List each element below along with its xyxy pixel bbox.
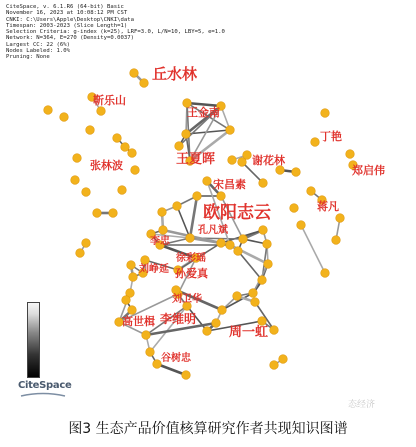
author-label[interactable]: 孙爱真 bbox=[175, 267, 208, 280]
author-node[interactable] bbox=[159, 226, 168, 235]
author-node[interactable] bbox=[264, 260, 273, 269]
author-node[interactable] bbox=[228, 156, 237, 165]
author-node[interactable] bbox=[346, 150, 355, 159]
author-node[interactable] bbox=[217, 239, 226, 248]
author-node[interactable] bbox=[173, 202, 182, 211]
author-node[interactable] bbox=[128, 149, 137, 158]
author-node[interactable] bbox=[321, 269, 330, 278]
author-node[interactable] bbox=[93, 209, 102, 218]
author-label[interactable]: 李忠 bbox=[150, 236, 170, 247]
author-label[interactable]: 宋昌素 bbox=[213, 178, 246, 191]
author-node[interactable] bbox=[175, 142, 184, 151]
author-node[interactable] bbox=[76, 249, 85, 258]
author-label[interactable]: 谢花林 bbox=[252, 154, 285, 167]
author-node[interactable] bbox=[238, 158, 247, 167]
author-node[interactable] bbox=[60, 113, 69, 122]
meta-line: Pruning: None bbox=[6, 54, 50, 61]
author-node[interactable] bbox=[97, 107, 106, 116]
author-node[interactable] bbox=[141, 256, 150, 265]
meta-line: November 16, 2023 at 10:08:12 PM CST bbox=[6, 10, 128, 17]
author-node[interactable] bbox=[226, 241, 235, 250]
meta-line: CNKI: C:\Users\Apple\Desktop\CNKI\data bbox=[6, 16, 134, 23]
author-node[interactable] bbox=[142, 331, 151, 340]
author-label[interactable]: 徐彩瑶 bbox=[176, 253, 206, 264]
author-node[interactable] bbox=[44, 106, 53, 115]
logo-swoosh-icon bbox=[20, 392, 66, 398]
meta-line: Nodes Labeled: 1.0% bbox=[6, 48, 70, 55]
meta-line: Selection Criteria: g-index (k=25), LRF=3.0, L/N=10, LBY=5, e=1.0 bbox=[6, 29, 225, 36]
citespace-logo: CiteSpace bbox=[18, 380, 72, 391]
author-label[interactable]: 郑启伟 bbox=[352, 164, 385, 177]
network-edge bbox=[157, 364, 186, 375]
author-node[interactable] bbox=[212, 319, 221, 328]
author-label[interactable]: 高世楫 bbox=[122, 315, 155, 328]
author-label[interactable]: 蒋凡 bbox=[317, 200, 339, 213]
author-node[interactable] bbox=[82, 239, 91, 248]
author-node[interactable] bbox=[270, 326, 279, 335]
author-node[interactable] bbox=[128, 306, 137, 315]
author-node[interactable] bbox=[332, 236, 341, 245]
author-node[interactable] bbox=[186, 234, 195, 243]
author-node[interactable] bbox=[270, 361, 279, 370]
author-label[interactable]: 王金南 bbox=[187, 106, 220, 119]
author-node[interactable] bbox=[127, 261, 136, 270]
author-node[interactable] bbox=[259, 226, 268, 235]
author-node[interactable] bbox=[82, 188, 91, 197]
author-node[interactable] bbox=[321, 109, 330, 118]
author-node[interactable] bbox=[118, 186, 127, 195]
author-node[interactable] bbox=[292, 168, 301, 177]
author-node[interactable] bbox=[234, 247, 243, 256]
author-label[interactable]: 丁艳 bbox=[320, 130, 342, 143]
author-node[interactable] bbox=[129, 273, 138, 282]
author-label[interactable]: 丘水林 bbox=[152, 65, 198, 83]
author-label[interactable]: 刘卫华 bbox=[172, 294, 202, 305]
author-node[interactable] bbox=[131, 166, 140, 175]
author-label[interactable]: 周一虹 bbox=[229, 325, 269, 340]
author-node[interactable] bbox=[258, 276, 267, 285]
meta-line: Timespan: 2003-2023 (Slice Length=1) bbox=[6, 22, 128, 29]
author-node[interactable] bbox=[263, 240, 272, 249]
author-node[interactable] bbox=[311, 138, 320, 147]
author-node[interactable] bbox=[203, 327, 212, 336]
author-label[interactable]: 刘峥延 bbox=[139, 264, 169, 275]
author-node[interactable] bbox=[203, 177, 212, 186]
author-node[interactable] bbox=[258, 317, 267, 326]
author-node[interactable] bbox=[259, 179, 268, 188]
author-node[interactable] bbox=[193, 192, 202, 201]
author-node[interactable] bbox=[153, 360, 162, 369]
author-node[interactable] bbox=[239, 235, 248, 244]
figure-caption: 图3 生态产品价值核算研究作者共现知识图谱 bbox=[68, 421, 348, 437]
author-node[interactable] bbox=[140, 79, 149, 88]
author-node[interactable] bbox=[290, 204, 299, 213]
timeline-color-legend bbox=[27, 302, 40, 378]
author-label[interactable]: 孔凡斌 bbox=[198, 225, 228, 236]
author-label[interactable]: 欧阳志云 bbox=[203, 203, 271, 223]
author-node[interactable] bbox=[130, 69, 139, 78]
author-label[interactable]: 谷树忠 bbox=[161, 353, 191, 364]
author-node[interactable] bbox=[182, 130, 191, 139]
author-label[interactable]: 靳乐山 bbox=[93, 94, 126, 107]
author-node[interactable] bbox=[113, 134, 122, 143]
author-node[interactable] bbox=[73, 154, 82, 163]
author-label[interactable]: 李维明 bbox=[160, 312, 197, 326]
author-node[interactable] bbox=[279, 355, 288, 364]
author-node[interactable] bbox=[182, 371, 191, 380]
watermark: 态经济 bbox=[348, 400, 376, 410]
author-node[interactable] bbox=[146, 348, 155, 357]
author-node[interactable] bbox=[233, 292, 242, 301]
author-node[interactable] bbox=[251, 298, 260, 307]
author-label[interactable]: 张林波 bbox=[90, 159, 123, 172]
meta-line: Network: N=364, E=270 (Density=0.0037) bbox=[6, 35, 134, 42]
author-node[interactable] bbox=[158, 208, 167, 217]
author-label[interactable]: 王夏晖 bbox=[176, 152, 216, 167]
author-node[interactable] bbox=[172, 286, 181, 295]
author-node[interactable] bbox=[71, 176, 80, 185]
meta-line: CiteSpace, v. 6.1.R6 (64-bit) Basic bbox=[6, 4, 124, 10]
author-node[interactable] bbox=[336, 214, 345, 223]
network-edge bbox=[301, 225, 325, 273]
author-node[interactable] bbox=[109, 209, 118, 218]
author-node[interactable] bbox=[217, 192, 226, 201]
author-node[interactable] bbox=[249, 289, 258, 298]
author-node[interactable] bbox=[297, 221, 306, 230]
meta-line: Largest CC: 22 (6%) bbox=[6, 41, 70, 48]
author-node[interactable] bbox=[226, 126, 235, 135]
network-edge bbox=[190, 196, 197, 238]
author-node[interactable] bbox=[86, 126, 95, 135]
author-node[interactable] bbox=[307, 187, 316, 196]
author-node[interactable] bbox=[218, 306, 227, 315]
author-node[interactable] bbox=[122, 296, 131, 305]
author-node[interactable] bbox=[121, 143, 130, 152]
